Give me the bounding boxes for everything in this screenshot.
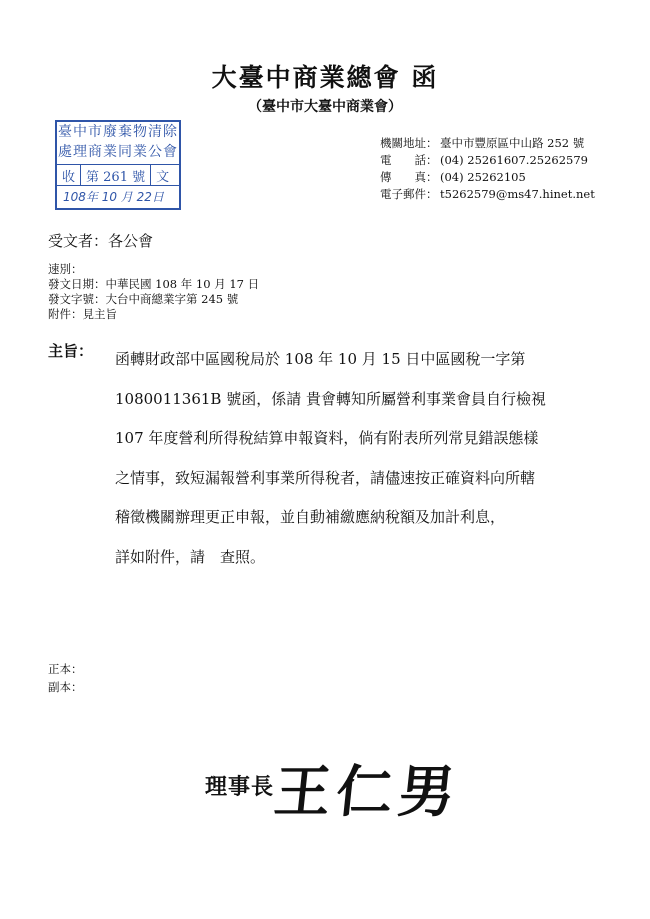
signature	[205, 748, 475, 838]
contact-address	[380, 135, 595, 152]
stamp-doc-label: 文	[156, 169, 170, 185]
stamp-receive-label: 收	[62, 169, 76, 185]
stamp-number-row	[57, 164, 179, 186]
recipient: 受文者：各公會	[48, 232, 154, 250]
meta-speed: 速別：	[48, 262, 83, 276]
email-value: t5262579@ms47.hinet.net	[440, 187, 595, 201]
contact-phone	[380, 152, 595, 169]
signature-title: 理事長	[205, 774, 275, 800]
stamp-line-2: 處理商業同業公會	[58, 144, 178, 160]
signature-name: 王仁男	[271, 759, 465, 825]
subject-line: 107 年度營利所得稅結算申報資料，倘有附表所列常見錯誤態樣	[115, 429, 539, 447]
subject-line: 稽徵機關辦理更正申報，並自動補繳應納稅額及加計利息，	[115, 508, 506, 526]
document-title: 大臺中商業總會 函	[211, 63, 439, 92]
meta-attachment: 附件：見主旨	[48, 307, 117, 321]
fax-label: 傳 真：	[380, 170, 438, 184]
meta-date: 發文日期：中華民國 108 年 10 月 17 日	[48, 277, 260, 291]
phone-label: 電 話：	[380, 153, 438, 167]
meta-block	[48, 262, 259, 322]
copies-copy: 副本：	[48, 680, 83, 694]
subject-line: 函轉財政部中區國稅局於 108 年 10 月 15 日中區國稅一字第	[115, 350, 526, 368]
subject-body	[115, 340, 615, 577]
contact-fax	[380, 169, 595, 186]
stamp-receive-number: 第 261 號	[86, 169, 146, 185]
document-subtitle: （臺中市大臺中商業會）	[248, 99, 402, 115]
meta-number: 發文字號：大台中商總業字第 245 號	[48, 292, 239, 306]
contact-email	[380, 186, 595, 203]
receipt-stamp	[55, 120, 181, 210]
phone-value: (04) 25261607.25262579	[440, 153, 588, 167]
contact-block	[380, 135, 595, 203]
copies-block	[48, 660, 83, 696]
address-label: 機關地址：	[380, 136, 438, 150]
email-label: 電子郵件：	[380, 187, 438, 201]
address-value: 臺中市豐原區中山路 252 號	[440, 136, 585, 150]
subject-label: 主旨：	[48, 342, 94, 360]
copies-original: 正本：	[48, 662, 83, 676]
stamp-line-1: 臺中市廢棄物清除	[58, 124, 178, 140]
subject-line: 詳如附件，請 查照。	[115, 547, 266, 566]
stamp-date: 108年 10 月 22日	[63, 190, 164, 204]
subject-line: 之情事，致短漏報營利事業所得稅者，請儘速按正確資料向所轄	[115, 468, 536, 487]
subject-line: 1080011361B 號函，係請 貴會轉知所屬營利事業會員自行檢視	[115, 389, 546, 408]
fax-value: (04) 25262105	[440, 170, 526, 184]
